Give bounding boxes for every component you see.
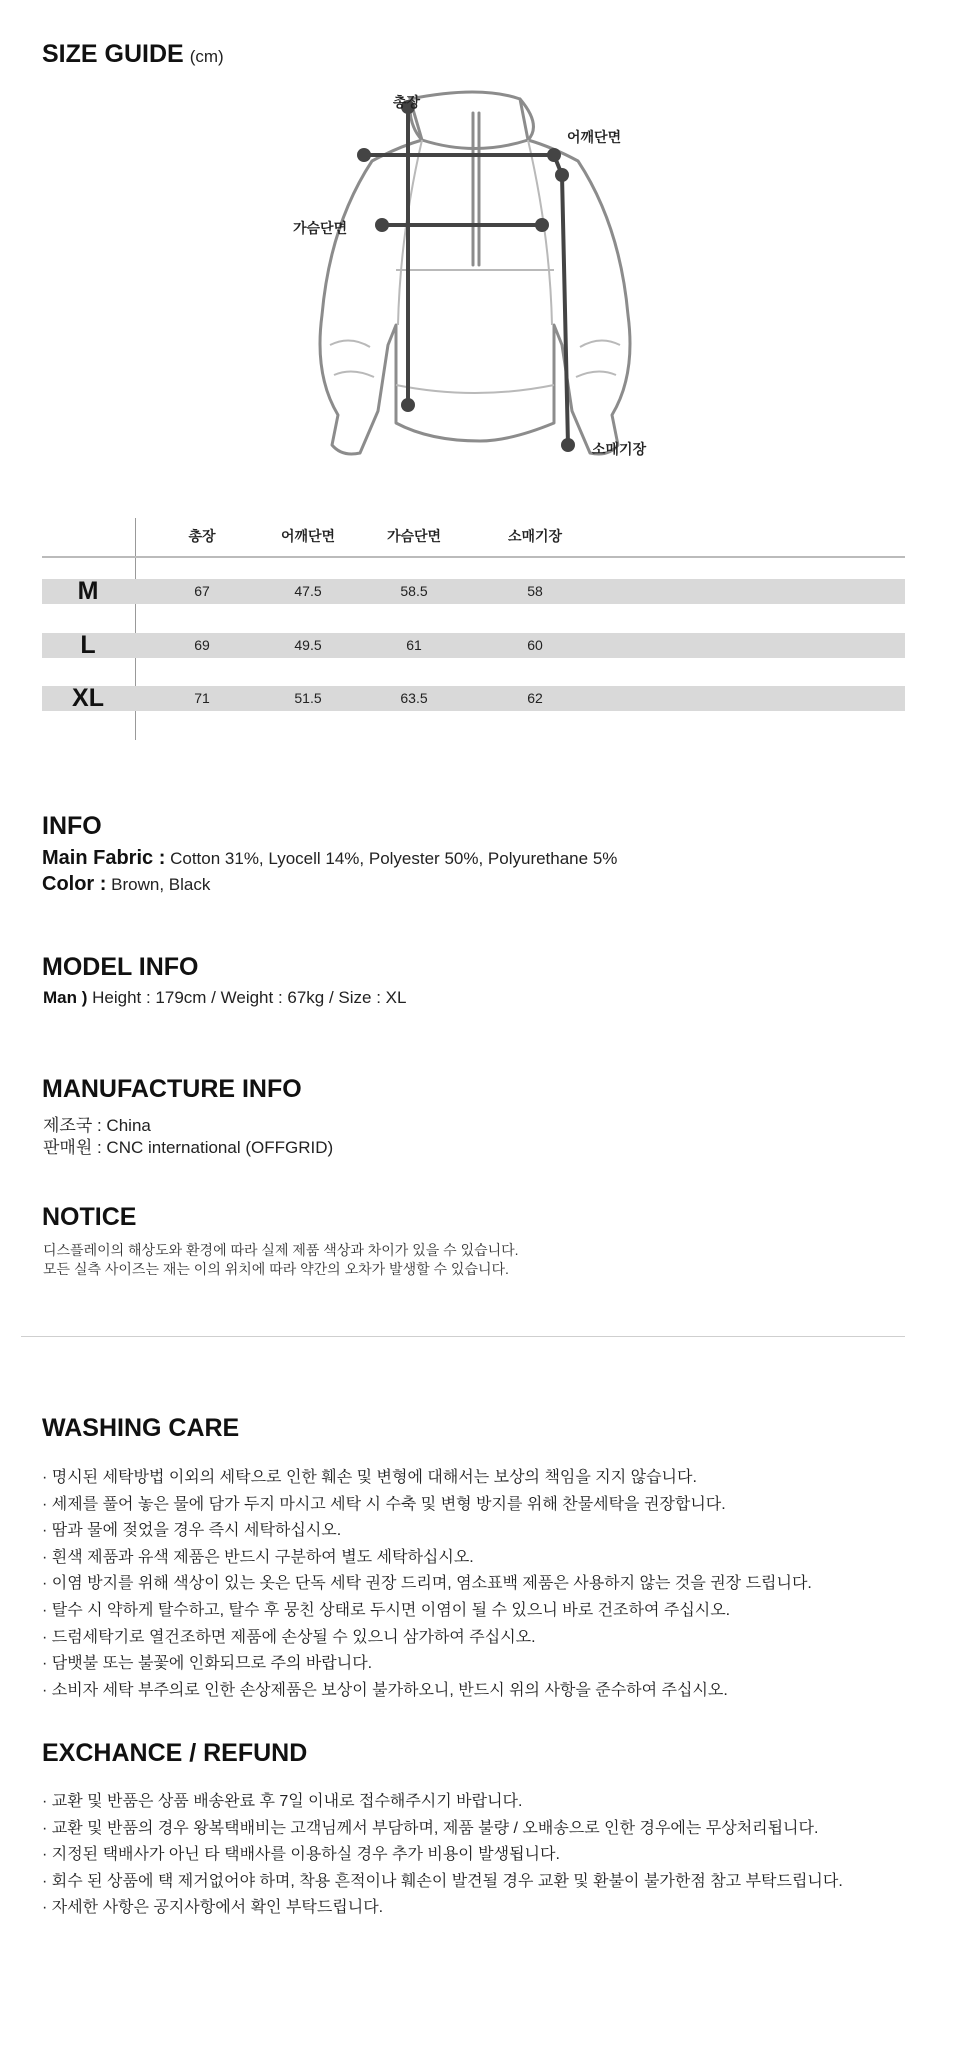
list-item: · 세제를 풀어 놓은 물에 담가 두지 마시고 세탁 시 수축 및 변형 방지를 위해 찬물세탁을 권장합니다. — [42, 1495, 726, 1513]
exchange-refund-title: EXCHANCE / REFUND — [42, 1739, 308, 1767]
jacket-inner-right — [528, 140, 552, 325]
table-cell: 47.5 — [294, 583, 322, 599]
exchange-refund-list — [42, 1789, 843, 1922]
list-item: · 교환 및 반품의 경우 왕복택배비는 고객님께서 부담하며, 제품 불량 / 오배송으로 인한 경우에는 무상처리됩니다. — [42, 1819, 819, 1837]
color-value: Brown, Black — [111, 875, 211, 894]
table-header-total-length: 총장 — [188, 528, 216, 544]
shoulder-left-dot — [357, 148, 371, 162]
list-item: · 명시된 세탁방법 이외의 세탁으로 인한 훼손 및 변형에 대해서는 보상의 책임을 지지 않습니다. — [42, 1469, 697, 1486]
list-item: · 교환 및 반품은 상품 배송완료 후 7일 이내로 접수해주시기 바랍니다. — [42, 1793, 523, 1810]
model-info-line — [43, 988, 406, 1008]
size-guide-unit: (cm) — [189, 47, 224, 66]
table-cell: 62 — [527, 690, 543, 706]
table-cell: 61 — [406, 637, 422, 653]
notice-title: NOTICE — [42, 1203, 137, 1231]
info-color — [42, 873, 210, 896]
diagram-label-chest: 가슴단면 — [293, 220, 348, 236]
list-item: · 회수 된 상품에 택 제거없어야 하며, 착용 흔적이나 훼손이 발견될 경우 교환 및 환불이 불가한점 참고 부탁드립니다. — [42, 1872, 843, 1890]
jacket-sleeve-fold-right — [576, 340, 620, 377]
table-row-size: XL — [72, 684, 104, 712]
fabric-label: Main Fabric : — [42, 847, 166, 869]
sleeve-bottom-dot — [561, 438, 575, 452]
chest-left-dot — [375, 218, 389, 232]
model-label: Man ) — [43, 988, 88, 1007]
sleeve-top-dot — [555, 168, 569, 182]
table-cell: 58 — [527, 583, 543, 599]
table-cell: 49.5 — [294, 637, 322, 653]
fabric-value: Cotton 31%, Lyocell 14%, Polyester 50%, Polyurethane 5% — [170, 849, 618, 868]
diagram-label-shoulder: 어깨단면 — [567, 129, 622, 145]
list-item: · 드럼세탁기로 열건조하면 제품에 손상될 수 있으니 삼가하여 주십시오. — [42, 1628, 536, 1646]
notice-line: 모든 실측 사이즈는 재는 이의 위치에 따라 약간의 오차가 발생할 수 있습니다. — [43, 1261, 509, 1277]
info-fabric — [42, 847, 617, 870]
table-cell: 67 — [194, 583, 210, 599]
jacket-hem — [396, 385, 554, 393]
table-cell: 58.5 — [400, 583, 428, 599]
washing-care-title: WASHING CARE — [42, 1414, 240, 1442]
sleeve-line — [554, 155, 568, 445]
table-row-size: M — [77, 577, 99, 605]
list-item: · 탈수 시 약하게 탈수하고, 탈수 후 뭉친 상태로 두시면 이염이 될 수 있으니 바로 건조하여 주십시오. — [42, 1601, 731, 1619]
washing-care-list — [42, 1465, 812, 1704]
model-value: Height : 179cm / Weight : 67kg / Size : XL — [92, 988, 407, 1007]
jacket-zipper — [473, 113, 479, 265]
size-guide-heading: SIZE GUIDE — [42, 40, 184, 68]
notice-line: 디스플레이의 해상도와 환경에 따라 실제 제품 색상과 차이가 있을 수 있습니다. — [43, 1242, 519, 1258]
list-item: · 흰색 제품과 유색 제품은 반드시 구분하여 별도 세탁하십시오. — [42, 1548, 474, 1566]
shoulder-right-dot — [547, 148, 561, 162]
info-title: INFO — [42, 812, 102, 840]
table-header-sleeve: 소매기장 — [507, 528, 563, 544]
size-guide-title — [42, 40, 224, 69]
model-info-title: MODEL INFO — [42, 953, 199, 981]
list-item: · 자세한 사항은 공지사항에서 확인 부탁드립니다. — [42, 1899, 384, 1917]
table-header-shoulder: 어깨단면 — [280, 528, 336, 544]
list-item: · 지정된 택배사가 아닌 타 택배사를 이용하실 경우 추가 비용이 발생됩니다. — [42, 1846, 560, 1864]
list-item: · 소비자 세탁 부주의로 인한 손상제품은 보상이 불가하오니, 반드시 위의 사항을 준수하여 주십시오. — [42, 1681, 728, 1699]
table-row-size: L — [80, 631, 96, 659]
diagram-label-sleeve: 소매기장 — [592, 441, 647, 457]
total-length-bottom-dot — [401, 398, 415, 412]
table-cell: 63.5 — [400, 690, 428, 706]
table-cell: 51.5 — [294, 690, 322, 706]
list-item: · 땀과 물에 젖었을 경우 즉시 세탁하십시오. — [42, 1522, 342, 1540]
section-divider — [21, 1336, 905, 1337]
table-cell: 60 — [527, 637, 543, 653]
manufacture-seller: 판매원 : CNC international (OFFGRID) — [43, 1138, 334, 1157]
table-header-divider — [42, 556, 905, 558]
table-cell: 71 — [194, 690, 210, 706]
list-item: · 이염 방지를 위해 색상이 있는 옷은 단독 세탁 권장 드리며, 염소표백 제품은 사용하지 않는 것을 권장 드립니다. — [42, 1575, 812, 1593]
chest-right-dot — [535, 218, 549, 232]
diagram-label-total-length: 총장 — [393, 94, 421, 110]
jacket-sleeve-fold-left — [330, 340, 374, 377]
manufacture-info-title: MANUFACTURE INFO — [42, 1075, 302, 1103]
manufacture-country: 제조국 : China — [43, 1116, 151, 1135]
table-cell: 69 — [194, 637, 210, 653]
table-header-chest: 가슴단면 — [386, 528, 442, 544]
list-item: · 담뱃불 또는 불꽃에 인화되므로 주의 바랍니다. — [42, 1655, 373, 1673]
color-label: Color : — [42, 873, 107, 895]
